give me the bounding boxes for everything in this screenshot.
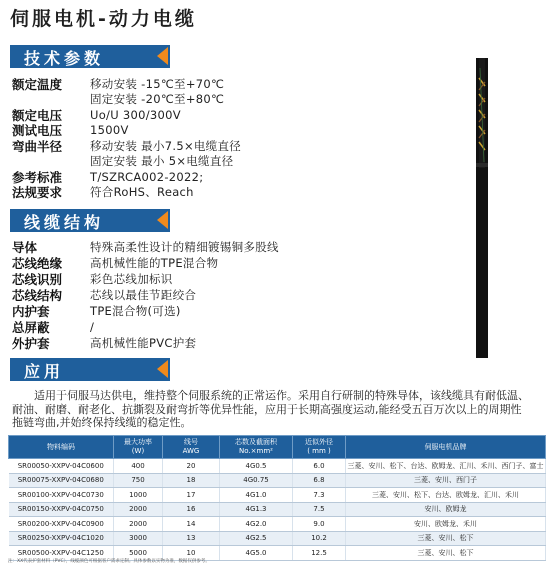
cell-power: 400 [114, 459, 163, 474]
cell-code: SR00075-XXPV-04C0680 [9, 473, 114, 488]
cell-diameter: 10.2 [293, 531, 346, 546]
col-header-brand: 伺服电机品牌 [346, 436, 546, 459]
cell-brand: 三菱、安川、松下、台达、欧姆龙、汇川、禾川 [346, 488, 546, 503]
cell-awg: 20 [163, 459, 220, 474]
cell-awg: 10 [163, 546, 220, 561]
cell-code: SR00200-XXPV-04C0900 [9, 517, 114, 532]
cell-code: SR00100-XXPV-04C0730 [9, 488, 114, 503]
structure-label: 外护套 [12, 336, 50, 351]
structure-label: 芯线结构 [12, 288, 63, 303]
cell-brand: 三菱、安川、松下 [346, 531, 546, 546]
cell-cores: 4G0.75 [220, 473, 293, 488]
cell-cores: 4G2.5 [220, 531, 293, 546]
cell-power: 750 [114, 473, 163, 488]
cell-power: 5000 [114, 546, 163, 561]
cell-power: 3000 [114, 531, 163, 546]
structure-value: 高机械性能的TPE混合物 [90, 256, 219, 270]
cell-brand: 安川、欧姆龙、禾川 [346, 517, 546, 532]
arrow-icon [157, 360, 168, 378]
cell-diameter: 7.5 [293, 502, 346, 517]
table-row [9, 517, 546, 532]
arrow-icon [157, 47, 168, 65]
param-label: 额定温度 [12, 77, 63, 92]
cell-brand: 三菱、安川、松下、台达、欧姆龙、汇川、禾川、西门子、富士 [346, 459, 546, 474]
footnote: 注：XX代表护套材料（PVC），线缆颜色可根据客户需求定制。具体参数以实物为准，数据仅供参考。 [8, 559, 210, 564]
section-title-application: 应用 [24, 362, 65, 381]
col-header-power: 最大功率 (W) [114, 436, 163, 459]
cell-brand: 三菱、安川、松下 [346, 546, 546, 561]
col-header-diameter: 近似外径 ( mm ) [293, 436, 346, 459]
cell-power: 1000 [114, 488, 163, 503]
table-row [9, 502, 546, 517]
section-title-structure: 线缆结构 [24, 213, 105, 232]
cell-awg: 17 [163, 488, 220, 503]
table-row [9, 531, 546, 546]
cable-image [472, 58, 492, 358]
param-label: 额定电压 [12, 108, 63, 123]
structure-value: / [90, 320, 95, 334]
cell-diameter: 12.5 [293, 546, 346, 561]
cell-awg: 16 [163, 502, 220, 517]
table-row [9, 488, 546, 503]
cell-cores: 4G0.5 [220, 459, 293, 474]
cell-cores: 4G5.0 [220, 546, 293, 561]
cell-code: SR00500-XXPV-04C1250 [9, 546, 114, 561]
structure-label: 内护套 [12, 304, 50, 319]
cell-diameter: 9.0 [293, 517, 346, 532]
page-title: 伺服电机-动力电缆 [10, 8, 197, 30]
structure-value: 彩色芯线加标识 [90, 272, 173, 286]
param-value: 固定安装 -20℃至+80℃ [90, 92, 225, 106]
section-header-application [10, 358, 170, 381]
section-header-tech [10, 45, 170, 68]
application-paragraph: 适用于伺服马达供电，维持整个伺服系统的正常运作。采用自行研制的特殊导体，该线缆具有耐低温、耐油、耐磨、耐老化、抗撕裂及耐弯折等优异性能，应用于长期高强度运动,能经受五百万次以上的周期性拖链弯曲,并始终保持线缆的稳定性。 [12, 389, 529, 429]
cell-cores: 4G1.3 [220, 502, 293, 517]
cell-power: 2000 [114, 517, 163, 532]
param-label: 法规要求 [12, 185, 63, 200]
param-label: 弯曲半径 [12, 139, 63, 154]
cell-awg: 18 [163, 473, 220, 488]
table-row [9, 459, 546, 474]
col-header-code: 物料编码 [9, 436, 114, 459]
section-title-tech: 技术参数 [24, 49, 105, 68]
param-value: 移动安装 最小7.5×电缆直径 [90, 139, 242, 153]
param-value: 移动安装 -15℃至+70℃ [90, 77, 225, 91]
structure-value: 高机械性能PVC护套 [90, 336, 197, 350]
spec-table [8, 435, 546, 561]
param-value: 固定安装 最小 5×电缆直径 [90, 154, 234, 168]
cell-code: SR00250-XXPV-04C1020 [9, 531, 114, 546]
param-label: 测试电压 [12, 123, 63, 138]
col-header-cores: 芯数及截面积 No.×mm² [220, 436, 293, 459]
structure-label: 芯线识别 [12, 272, 63, 287]
cell-diameter: 6.8 [293, 473, 346, 488]
table-row [9, 473, 546, 488]
cell-code: SR00150-XXPV-04C0750 [9, 502, 114, 517]
param-label: 参考标准 [12, 170, 63, 185]
structure-label: 导体 [12, 240, 38, 255]
cell-cores: 4G2.0 [220, 517, 293, 532]
cell-diameter: 6.0 [293, 459, 346, 474]
cell-brand: 三菱、安川、西门子 [346, 473, 546, 488]
structure-value: 特殊高柔性设计的精细镀锡铜多股线 [90, 240, 279, 254]
cell-diameter: 7.3 [293, 488, 346, 503]
table-header-row [9, 436, 546, 459]
cell-code: SR00050-XXPV-04C0600 [9, 459, 114, 474]
arrow-icon [157, 211, 168, 229]
cell-cores: 4G1.0 [220, 488, 293, 503]
col-header-awg: 线号 AWG [163, 436, 220, 459]
structure-value: 芯线以最佳节距绞合 [90, 288, 197, 302]
section-header-structure [10, 209, 170, 232]
cell-brand: 安川、欧姆龙 [346, 502, 546, 517]
cell-power: 2000 [114, 502, 163, 517]
structure-label: 总屏蔽 [12, 320, 50, 335]
param-value: 1500V [90, 123, 129, 137]
param-value: T/SZRCA002-2022; [90, 170, 204, 184]
cell-awg: 14 [163, 517, 220, 532]
structure-label: 芯线绝缘 [12, 256, 63, 271]
param-value: Uo/U 300/300V [90, 108, 181, 122]
cell-awg: 13 [163, 531, 220, 546]
param-value: 符合RoHS、Reach [90, 185, 194, 199]
structure-value: TPE混合物(可选) [90, 304, 181, 318]
